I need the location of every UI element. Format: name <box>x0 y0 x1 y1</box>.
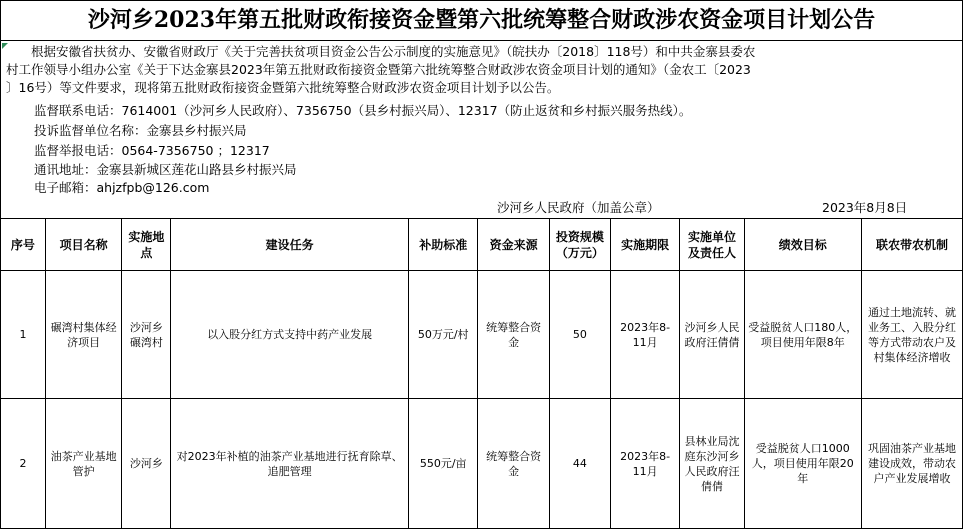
signature-date: 2023年8月8日 <box>822 200 908 215</box>
table-row <box>1 399 963 529</box>
cell-subsidy: 50万元/村 <box>409 271 478 399</box>
cell-location: 沙河乡 <box>122 399 171 529</box>
contact-address: 通讯地址：金寨县新城区莲花山路县乡村振兴局 <box>34 162 297 177</box>
cell-fund-source: 统筹整合资金 <box>478 399 549 529</box>
contact-email: 电子邮箱：ahjzfpb@126.com <box>34 180 210 195</box>
cell-project-name: 油茶产业基地管护 <box>45 399 122 529</box>
notice-paragraph <box>6 43 956 97</box>
cell-index: 1 <box>1 271 46 399</box>
notice-paragraph-line: 〕16号）等文件要求，现将第五批财政衔接资金暨第六批统筹整合财政涉农资金项目计划予以公告。 <box>6 80 560 95</box>
cell-investment: 44 <box>549 399 610 529</box>
cell-period: 2023年8-11月 <box>610 399 679 529</box>
cell-task: 对2023年补植的油茶产业基地进行抚育除草、追肥管理 <box>171 399 409 529</box>
header-index: 序号 <box>1 219 46 271</box>
header-subsidy: 补助标准 <box>409 219 478 271</box>
header-investment: 投资规模（万元） <box>549 219 610 271</box>
cell-subsidy: 550元/亩 <box>409 399 478 529</box>
table-header-row <box>1 219 963 271</box>
table-row <box>1 271 963 399</box>
cell-performance: 受益脱贫人口1000人，项目使用年限20年 <box>744 399 861 529</box>
report-phone: 监督举报电话：0564-7356750 ；12317 <box>34 143 270 158</box>
signature-org: 沙河乡人民政府（加盖公章） <box>497 200 660 215</box>
header-fund-source: 资金来源 <box>478 219 549 271</box>
cell-task: 以入股分红方式支持中药产业发展 <box>171 271 409 399</box>
cell-unit: 县林业局沈庭东沙河乡人民政府汪倩倩 <box>680 399 744 529</box>
complaint-unit: 投诉监督单位名称：金寨县乡村振兴局 <box>34 123 247 138</box>
cell-mechanism: 巩固油茶产业基地建设成效，带动农户产业发展增收 <box>861 399 962 529</box>
cell-performance: 受益脱贫人口180人，项目使用年限8年 <box>744 271 861 399</box>
cell-unit: 沙河乡人民政府汪倩倩 <box>680 271 744 399</box>
header-period: 实施期限 <box>610 219 679 271</box>
cell-fund-source: 统筹整合资金 <box>478 271 549 399</box>
cell-project-name: 碾湾村集体经济项目 <box>45 271 122 399</box>
header-task: 建设任务 <box>171 219 409 271</box>
header-location: 实施地点 <box>122 219 171 271</box>
cell-mechanism: 通过土地流转、就业务工、入股分红等方式带动农户及村集体经济增收 <box>861 271 962 399</box>
notice-paragraph-line: 根据安徽省扶贫办、安徽省财政厅《关于完善扶贫项目资金公告公示制度的实施意见》（皖扶办〔2018〕118号）和中共金寨县委农 <box>6 44 756 59</box>
supervision-phone: 监督联系电话：7614001（沙河乡人民政府）、7356750（县乡村振兴局）、12317（防止返贫和乡村振兴服务热线）。 <box>34 103 692 118</box>
cell-location: 沙河乡碾湾村 <box>122 271 171 399</box>
header-unit: 实施单位及责任人 <box>680 219 744 271</box>
cell-period: 2023年8-11月 <box>610 271 679 399</box>
notice-paragraph-line: 村工作领导小组办公室《关于下达金寨县2023年第五批财政衔接资金暨第六批统筹整合财政涉农资金项目计划的通知》（金农工〔2023 <box>6 62 751 77</box>
cell-index: 2 <box>1 399 46 529</box>
cell-investment: 50 <box>549 271 610 399</box>
header-mechanism: 联农带农机制 <box>861 219 962 271</box>
header-project-name: 项目名称 <box>45 219 122 271</box>
header-performance: 绩效目标 <box>744 219 861 271</box>
page-title: 沙河乡2023年第五批财政衔接资金暨第六批统筹整合财政涉农资金项目计划公告 <box>0 0 963 41</box>
project-plan-table <box>0 218 963 529</box>
